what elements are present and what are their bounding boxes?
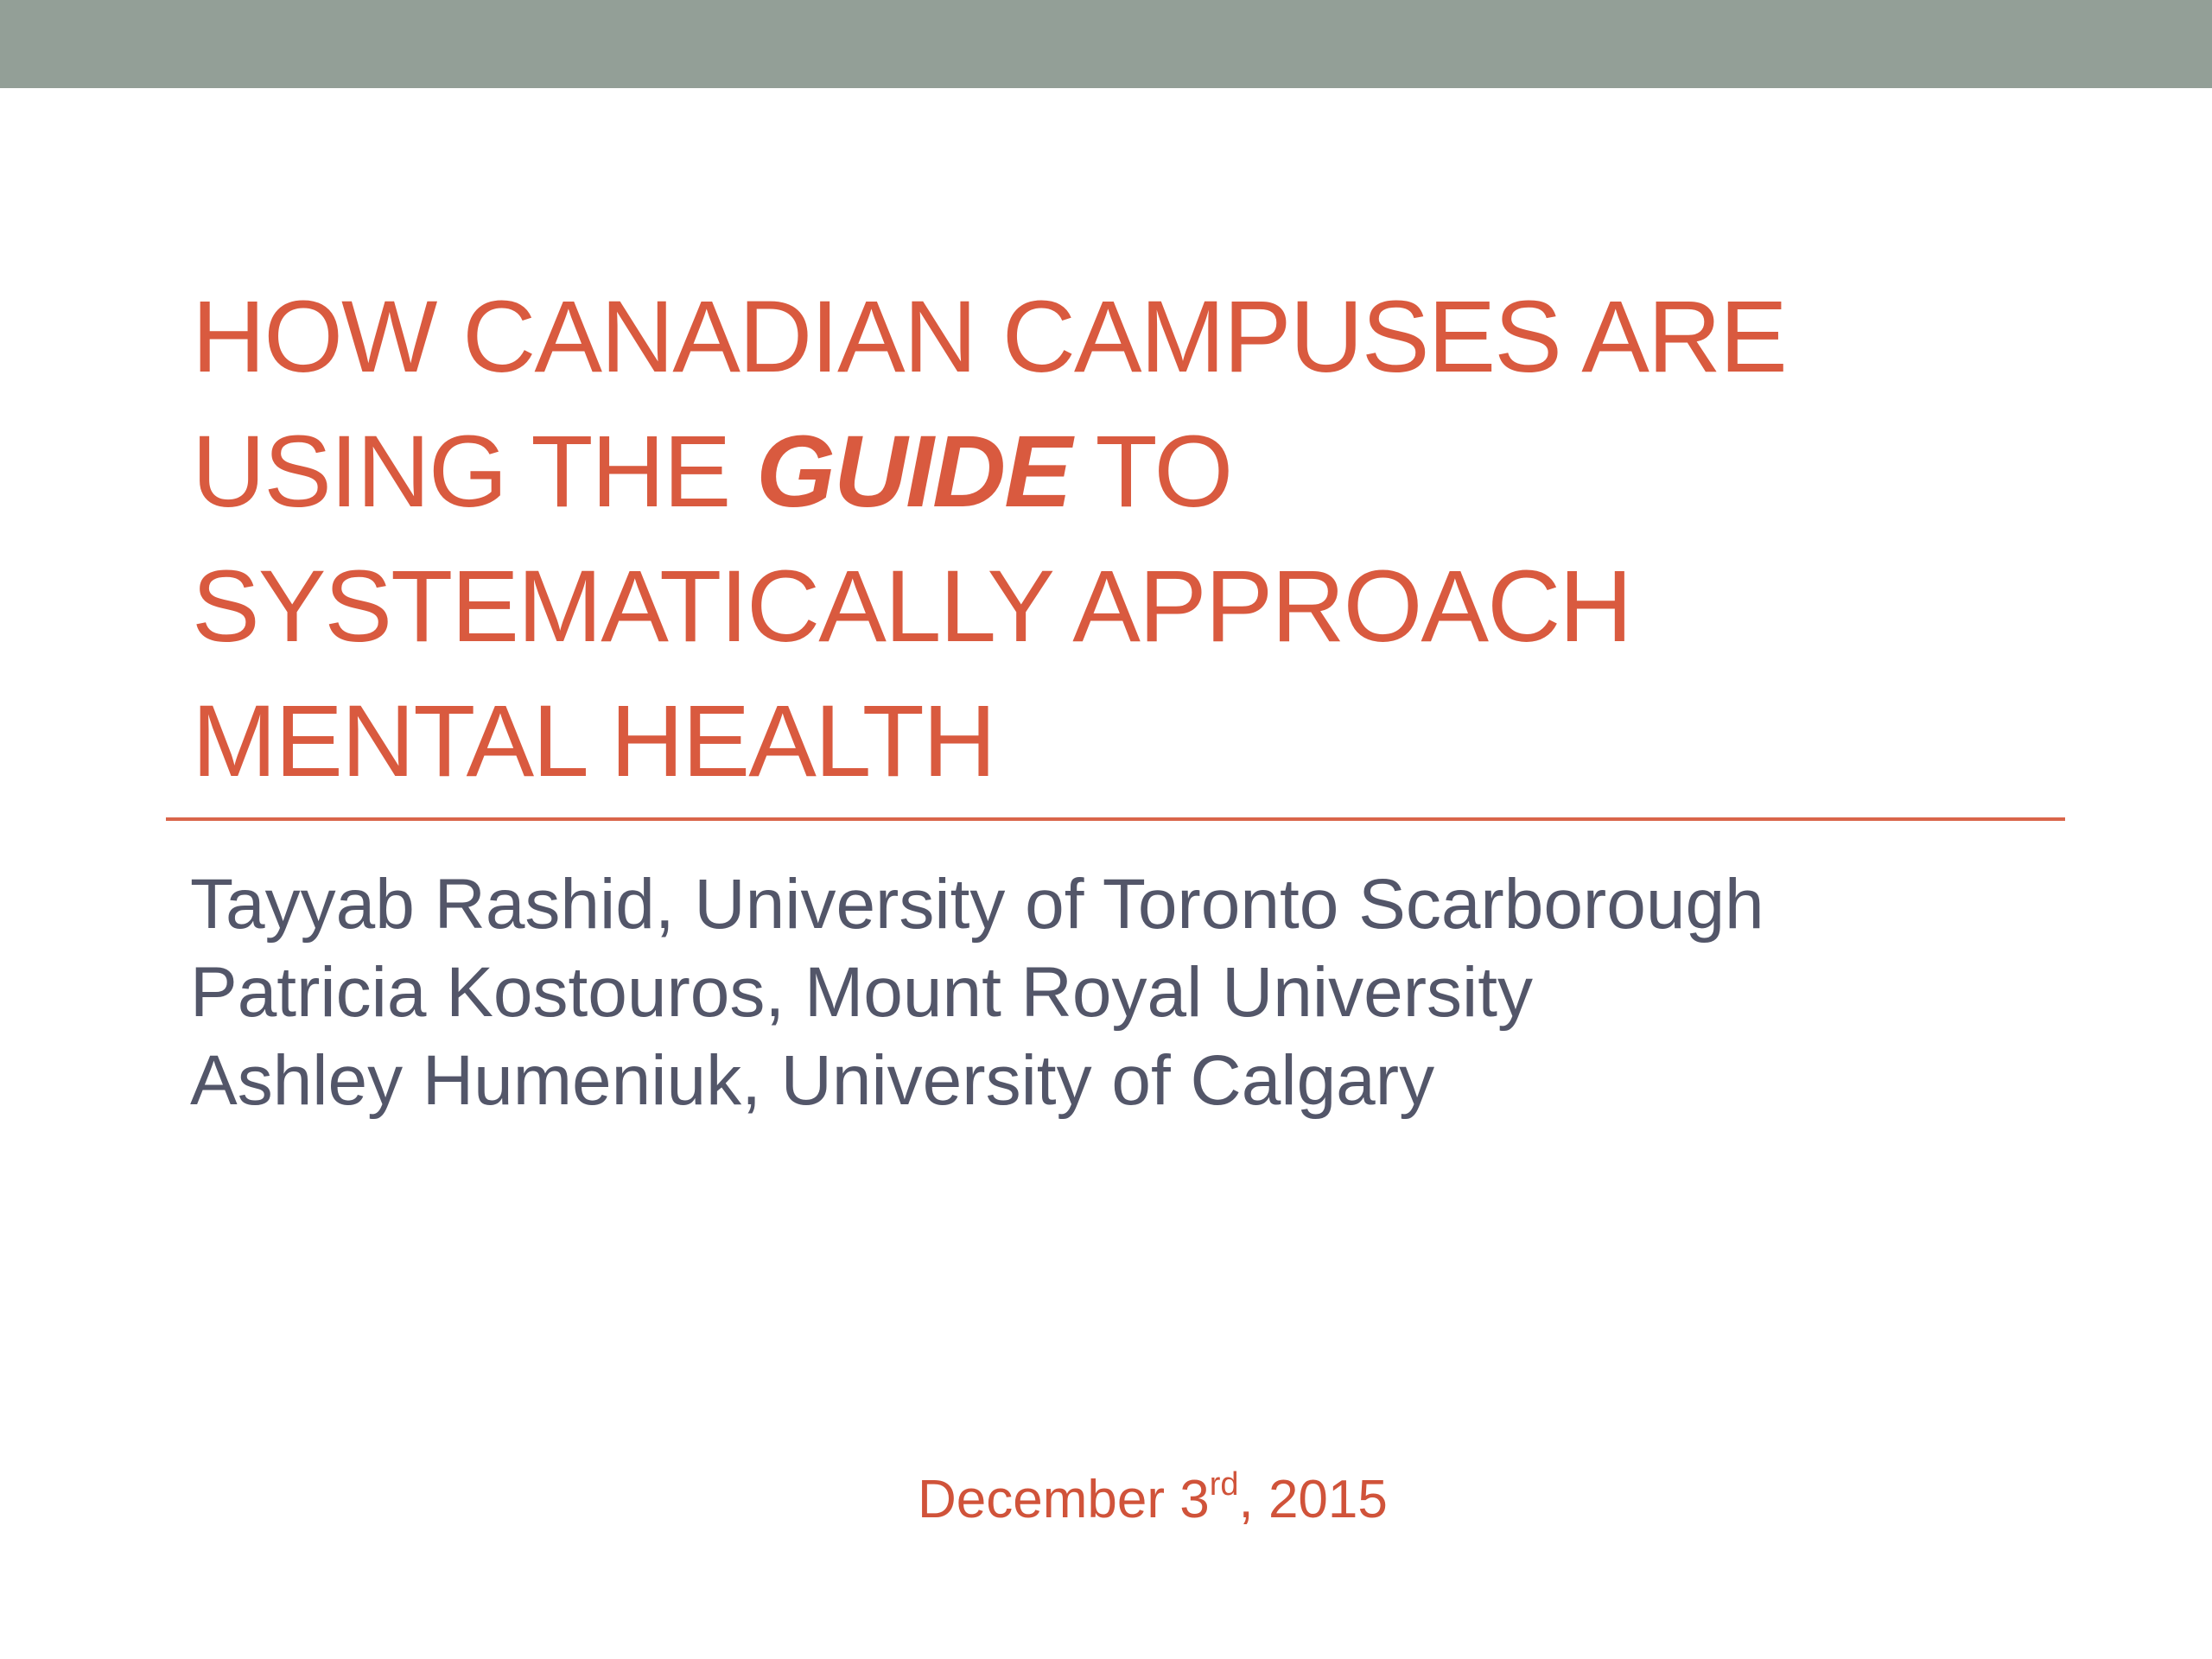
author-line: Tayyab Rashid, University of Toronto Scarborough [190,865,1764,944]
date-main: December 3 [918,1470,1210,1529]
title-line-2-after: TO [1070,415,1232,529]
title-line-2-before: USING THE [192,415,757,529]
title-line-1: HOW CANADIAN CAMPUSES ARE [192,280,1786,394]
title-line-3: SYSTEMATICALLY APPROACH [192,550,1631,664]
author-line: Patricia Kostouros, Mount Royal University [190,953,1534,1032]
title-divider [166,817,2065,821]
title-line-4: MENTAL HEALTH [192,684,995,798]
author-line: Ashley Humeniuk, University of Calgary [190,1041,1435,1120]
presentation-date [918,1465,1388,1535]
slide-title [192,270,2093,809]
top-accent-bar [0,0,2212,88]
date-ordinal-suffix: rd [1209,1466,1239,1503]
title-line-2-emphasis: GUIDE [756,415,1071,529]
date-year: , 2015 [1238,1470,1388,1529]
author-list [190,861,2091,1125]
